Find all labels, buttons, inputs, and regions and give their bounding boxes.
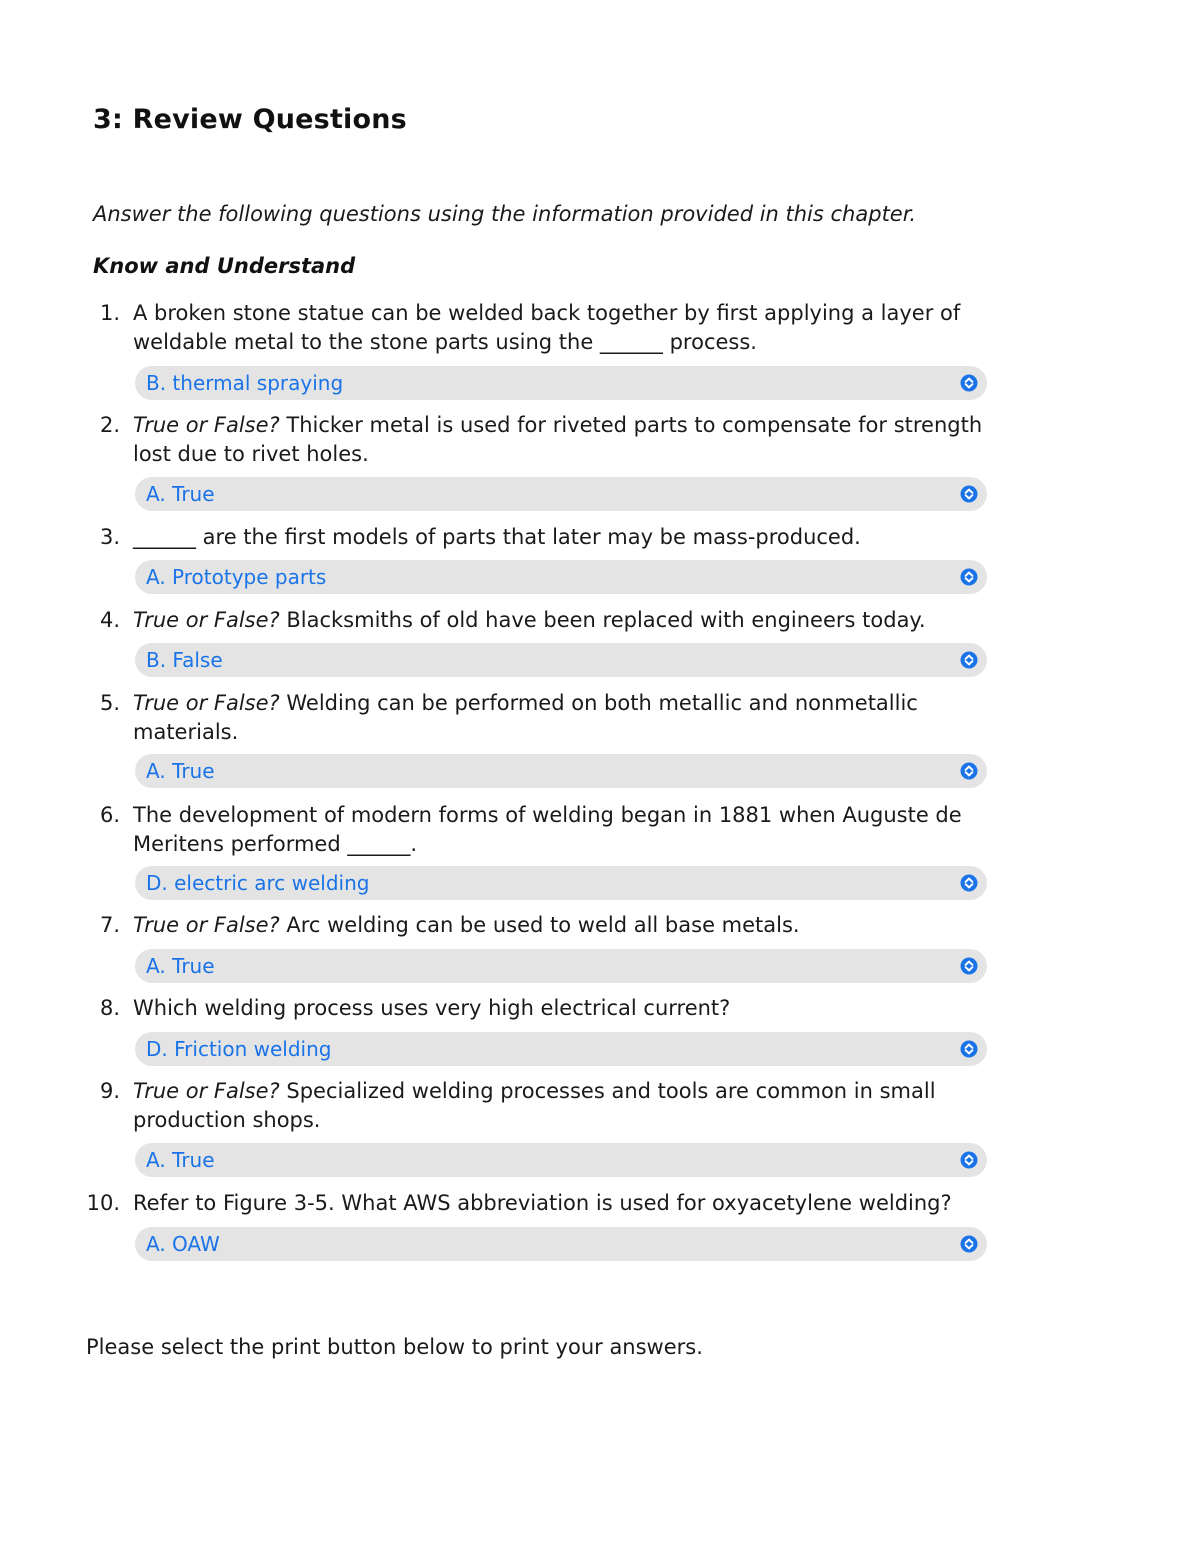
answer-dropdown[interactable] bbox=[135, 643, 987, 677]
answer-selected-value: B. False bbox=[146, 648, 223, 672]
true-false-label: True or False? bbox=[133, 608, 280, 632]
chevron-updown-icon bbox=[960, 651, 978, 669]
question-number: 4. bbox=[99, 608, 120, 632]
answer-dropdown[interactable] bbox=[135, 477, 987, 511]
answer-selected-value: A. OAW bbox=[146, 1232, 220, 1256]
question-text bbox=[133, 299, 1043, 357]
chevron-updown-icon bbox=[960, 374, 978, 392]
question-text bbox=[133, 994, 1043, 1023]
question-number: 5. bbox=[99, 691, 120, 715]
question-line: Refer to Figure 3-5. What AWS abbreviation is used for oxyacetylene welding? bbox=[133, 1191, 952, 1215]
question-line: weldable metal to the stone parts using the ______ process. bbox=[133, 330, 757, 354]
question-number: 2. bbox=[99, 413, 120, 437]
question-text bbox=[133, 523, 1043, 552]
question-text bbox=[133, 801, 1043, 859]
question-number: 6. bbox=[99, 803, 120, 827]
answer-selected-value: B. thermal spraying bbox=[146, 371, 344, 395]
answer-selected-value: A. True bbox=[146, 1148, 215, 1172]
question-line: Welding can be performed on both metallic and nonmetallic bbox=[279, 691, 918, 715]
question-text bbox=[133, 1189, 1043, 1218]
question-line: The development of modern forms of welding began in 1881 when Auguste de bbox=[133, 803, 962, 827]
section-heading: Know and Understand bbox=[93, 254, 356, 278]
question-line: A broken stone statue can be welded back together by first applying a layer of bbox=[133, 301, 961, 325]
answer-dropdown[interactable] bbox=[135, 1143, 987, 1177]
chevron-updown-icon bbox=[960, 874, 978, 892]
question-line: Specialized welding processes and tools are common in small bbox=[279, 1079, 936, 1103]
answer-dropdown[interactable] bbox=[135, 366, 987, 400]
question-text bbox=[133, 606, 1043, 635]
question-line: materials. bbox=[133, 720, 239, 744]
question-line: Which welding process uses very high electrical current? bbox=[133, 996, 731, 1020]
chevron-updown-icon bbox=[960, 1235, 978, 1253]
answer-dropdown[interactable] bbox=[135, 1227, 987, 1261]
answer-selected-value: D. Friction welding bbox=[146, 1037, 332, 1061]
page-title: 3: Review Questions bbox=[93, 104, 407, 135]
chevron-updown-icon bbox=[960, 1040, 978, 1058]
chevron-updown-icon bbox=[960, 568, 978, 586]
question-text bbox=[133, 689, 1043, 747]
question-line: Thicker metal is used for riveted parts to compensate for strength bbox=[279, 413, 983, 437]
question-number: 7. bbox=[99, 913, 120, 937]
true-false-label: True or False? bbox=[133, 913, 280, 937]
chevron-updown-icon bbox=[960, 957, 978, 975]
answer-selected-value: A. True bbox=[146, 954, 215, 978]
question-text bbox=[133, 911, 1043, 940]
answer-selected-value: A. Prototype parts bbox=[146, 565, 327, 589]
question-number: 3. bbox=[99, 525, 120, 549]
true-false-label: True or False? bbox=[133, 1079, 280, 1103]
instructions-text: Answer the following questions using the information provided in this chapter. bbox=[93, 202, 917, 226]
question-line: ______ are the first models of parts that later may be mass-produced. bbox=[133, 525, 861, 549]
question-text bbox=[133, 1077, 1043, 1135]
answer-selected-value: A. True bbox=[146, 759, 215, 783]
answer-dropdown[interactable] bbox=[135, 866, 987, 900]
question-line: Arc welding can be used to weld all base metals. bbox=[279, 913, 800, 937]
answer-dropdown[interactable] bbox=[135, 1032, 987, 1066]
answer-dropdown[interactable] bbox=[135, 949, 987, 983]
question-line: Meritens performed ______. bbox=[133, 832, 418, 856]
answer-dropdown[interactable] bbox=[135, 754, 987, 788]
question-number: 9. bbox=[99, 1079, 120, 1103]
question-line: lost due to rivet holes. bbox=[133, 442, 369, 466]
chevron-updown-icon bbox=[960, 762, 978, 780]
question-number: 10. bbox=[86, 1191, 120, 1215]
answer-dropdown[interactable] bbox=[135, 560, 987, 594]
question-number: 8. bbox=[99, 996, 120, 1020]
true-false-label: True or False? bbox=[133, 691, 280, 715]
chevron-updown-icon bbox=[960, 1151, 978, 1169]
true-false-label: True or False? bbox=[133, 413, 280, 437]
question-text bbox=[133, 411, 1043, 469]
question-line: production shops. bbox=[133, 1108, 321, 1132]
question-number: 1. bbox=[99, 301, 120, 325]
print-instructions: Please select the print button below to print your answers. bbox=[86, 1335, 703, 1359]
answer-selected-value: D. electric arc welding bbox=[146, 871, 370, 895]
chevron-updown-icon bbox=[960, 485, 978, 503]
question-line: Blacksmiths of old have been replaced with engineers today. bbox=[279, 608, 926, 632]
answer-selected-value: A. True bbox=[146, 482, 215, 506]
